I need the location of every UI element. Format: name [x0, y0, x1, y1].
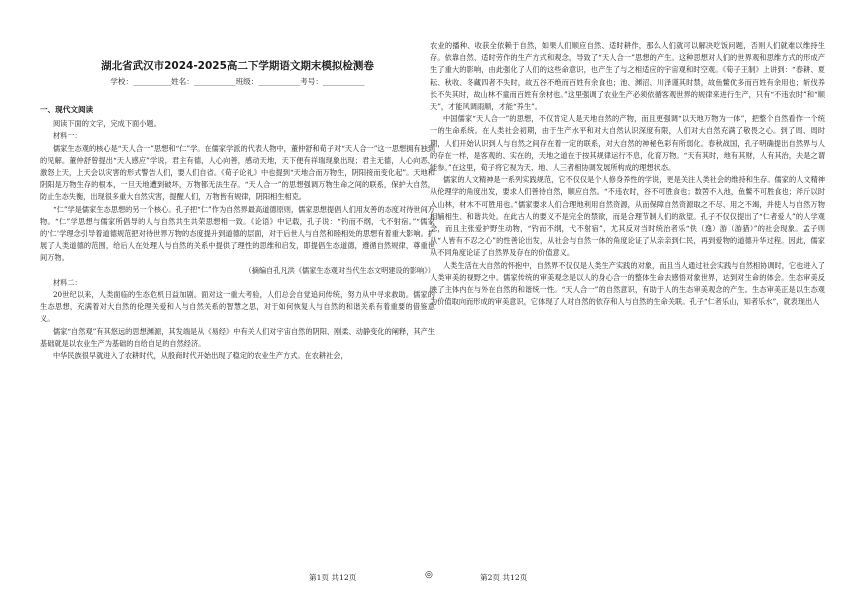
instruction-text: 阅读下面的文字，完成下面小题。: [52, 119, 161, 129]
citation: （摘编自孔凡洪《儒家生态观对当代生态文明建设的影响》）: [244, 265, 435, 275]
material-label: 材料二：: [52, 277, 82, 287]
student-info-line: 学校：__________姓名：___________班级：___________考号：___________: [110, 77, 365, 86]
material-label: 材料一：: [52, 131, 82, 141]
left-column: [40, 104, 435, 362]
page-number-right: 第2页 共12页: [480, 573, 528, 582]
page-number-left: 第1页 共12页: [309, 573, 357, 582]
paragraph: 中国儒家“天人合一”的思想，不仅肯定人是天地自然的产物，而且更强调“以天地万物为一体”，把整个自然看作一个统一的生命系统。在人类社会初期，由于生产水平和对大自然认识深度有限，人们对大自然充满了敬畏之心。到了周、周时期，人们开始认识到人与自然之间存在着一定的联系，对大自然的神秘色彩有所弱化。春秋战国，孔子明确提出自然界与人的存在一样，是客观的、实在的，天地之道在于按其规律运行不息，化育万物。“天有其时，地有其财，人有其治，夫是之谓能参。”在这里，荀子将它视为天、地、人三者相协调发展所构成的理想状态。: [430, 114, 825, 173]
exam-title: 湖北省武汉市2024-2025高二下学期语文期末模拟检测卷: [101, 60, 374, 72]
paragraph: 儒家生态观的核心是“天人合一”思想和“仁”学。在儒家学派的代表人物中，董仲舒和荀子对“天人合一”这一思想拥有独到的见解。董仲舒曾提出“天人感应”学说，君主有德，人心向善，感动天地，天下便有祥瑞现象出现；君主无德，人心向恶，激怒上天，上天会以灾害的形式警告人们，要人们自省。《荀子论礼》中也提到“天地合而万物生，阴阳接而变化起”。天地和阴阳是万物生存的根本，一旦天地遭到破坏，万物都无法生存。“天人合一”的思想强调万物生命之间的联系，保护大自然，防止生态失衡，出现很多重大自然灾害，提醒人们，万物皆有规律，阴阳相生相克。: [40, 143, 435, 202]
center-marker-icon: ◎: [425, 570, 433, 580]
paragraph: 儒家“自然观”有其悠远的思想渊源，其发端是从《易经》中有关人们对宇宙自然的阴阳、刚柔、动静变化的阐释，其产生基础就是以农业生产为基础的自给自足的自然经济。: [40, 326, 435, 348]
paragraph: 农业的播种、收获全依赖于自然，如果人们顺应自然、适时耕作，那么人们就可以解决吃饭问题，否则人们就难以维持生存。依靠自然、适时劳作的生产方式和观念，导致了“天人合一”思想的产生。这种思想对人们的世界观和思维方式的形成产生了重大的影响，由此强化了人们的这些命意识，也产生了与之相适应的宇宙观和时空观。《荀子王制》上讲到：“春耕、夏耘、秋收、冬藏四者不失时，故五谷不绝而百姓有余食也；池、渊沼、川泽谨其时禁，故鱼鳖优多而百姓有余用也；斩伐养长不失其时，故山林不童而百姓有余材也。”这里强调了农业生产必须依循客观世界的规律来进行生产，只有“不违农时”和“顺天”，才能风调雨顺，才能“养生”。: [430, 41, 825, 112]
right-column: [430, 40, 825, 308]
paragraph: 中华民族很早就进入了农耕时代，从殷商时代开始出现了稳定的农业生产方式。在农耕社会，: [52, 351, 348, 361]
paragraph: 20世纪以来，人类面临的生态危机日益加剧。面对这一重大考验，人们总会自觉追问传统，努力从中寻求救助。儒家的生态思想，充满着对大自然的伦理关爱和人与自然关系的智慧之思，对于如何恢复人与自然的和谐关系有着重要的借鉴意义。: [40, 290, 435, 324]
paragraph: 人类生活在大自然的怀抱中，自然界不仅仅是人类生产实践的对象，而且当人通过社会实践与自然相协调时，它也进入了人类审美的视野之中。儒家传统的审美观念是以人的身心合一的整体生命去感悟对象世界，达到对生命的体会。生态审美反映了主体内在与外在自然的和谐统一性。“天人合一”的自然意识，有助于人的生态审美观念的产生。生态审美正是以生态观为价值取向而形成的审美意识，它体现了人对自然的依存和人与自然的生命关联。孔子“仁者乐山，知者乐水”，就表现出人: [430, 260, 825, 307]
paragraph: “仁”学是儒家生态思想的另一个核心。孔子把“仁”作为自然界最高道德原则，儒家思想提倡人们用友善的态度对待世间万物。“仁”学思想与儒家所倡导的人与自然共生共荣思想相一致。《论语》中记载，孔子说：“钓而不纲，弋不射宿。”“儒家的‘仁’学理念引导着道德规范把对待世界万物的态度提升到道德的层面，对于后世人与自然和睦相处的思想有着重大影响。扩展了人类道德的范围，给后人在处理人与自然的关系中提供了理性的思维和启发，即提倡生态道德，遵循自然规律，尊重世间万物。: [40, 204, 435, 263]
paragraph: 儒家的人文精神是一系列实践规范，它不仅仅是个人修身养性的学说，更是关注人类社会的维持和生存。儒家的人文精神从伦理学的角度出发，要求人们善待自然，顺应自然。“不违农时，谷不可胜食也；数罟不入池，鱼鳖不可胜食也；斧斤以时入山林，材木不可胜用也。”儒家要求人们合理地利用自然资源，从而保障自然资源取之不尽、用之不竭，并使人与自然万物相辅相生、和谐共处。在此古人的要义不是完全的禁欲，而是合理节制人们的欲望。孔子不仅仅提出了“仁者爱人”的人学观念，而且主张爱护野生动物，“钓而不纲，弋不射宿”，尤其反对当时统治者乐“佚（逸）游（游猎）”的社会现象。孟子则从“人皆有不忍之心”的性善论出发，从社会与自然一体的角度论证了从亲亲到仁民，再到爱物的道德升华过程。因此，儒家从不同角度论证了自然界及存在的价值意义。: [430, 175, 825, 258]
section-heading: 一、现代文阅读: [40, 105, 94, 114]
